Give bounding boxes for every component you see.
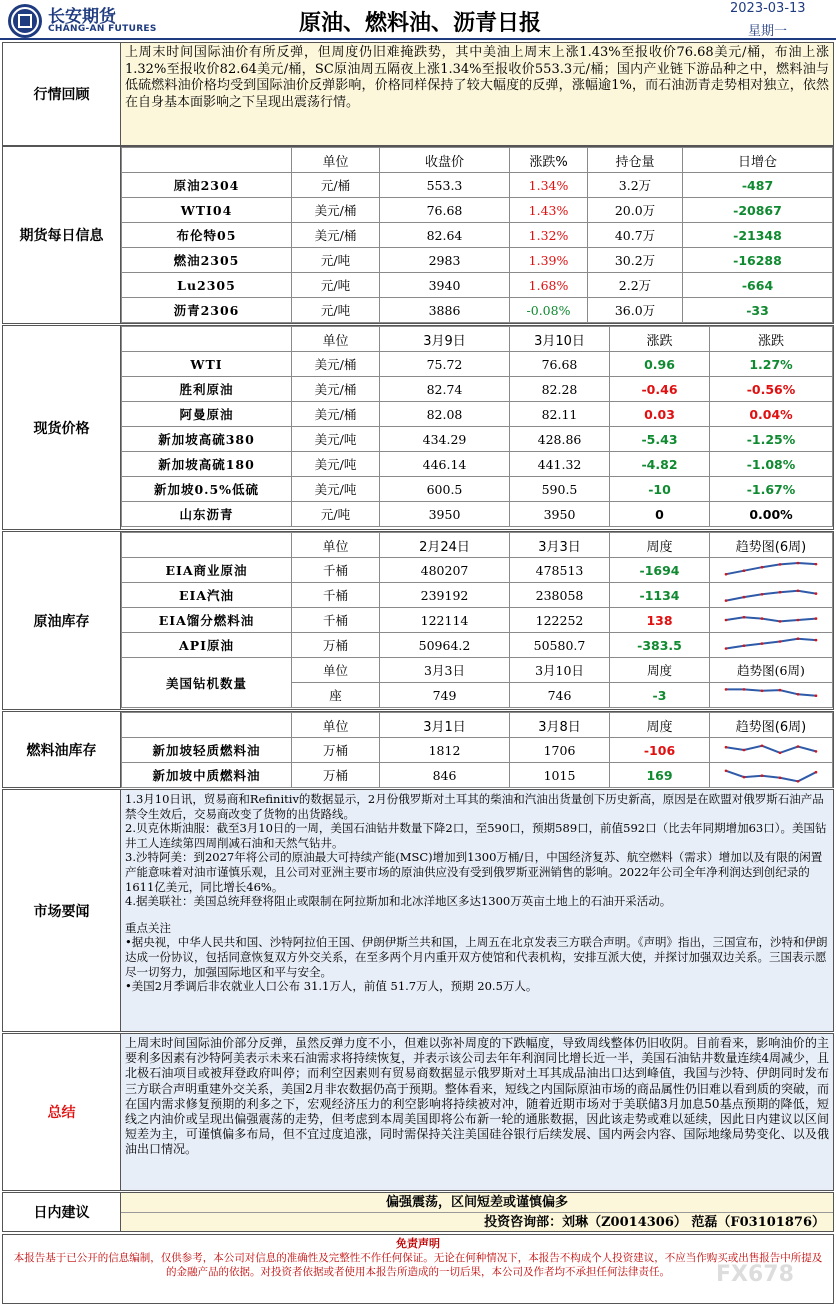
value-cell: 1706 bbox=[510, 738, 610, 763]
price-cell: 76.68 bbox=[510, 352, 610, 377]
logo-english-name: CHANG-AN FUTURES bbox=[48, 24, 157, 34]
sparkline-point bbox=[815, 592, 818, 595]
value-cell: 746 bbox=[510, 683, 610, 708]
unit-cell: 元/吨 bbox=[292, 273, 380, 298]
change-pct-cell: -1.25% bbox=[710, 427, 833, 452]
change-pct-cell: 1.27% bbox=[710, 352, 833, 377]
table-header bbox=[122, 327, 292, 352]
table-header bbox=[122, 148, 292, 173]
analyst-credit: 投资咨询部：刘琳（Z0014306） 范磊（F03101876） bbox=[484, 1215, 825, 1230]
sparkline-point bbox=[779, 777, 782, 780]
table-header: 趋势图(6周) bbox=[710, 658, 833, 683]
oi-delta-cell: -487 bbox=[683, 173, 833, 198]
weekly-change-cell: -1694 bbox=[610, 558, 710, 583]
open-interest-cell: 30.2万 bbox=[588, 248, 683, 273]
intraday-advice-section bbox=[2, 1192, 834, 1232]
table-header: 3月3日 bbox=[510, 533, 610, 558]
inventory-name: EIA汽油 bbox=[122, 583, 292, 608]
table-row bbox=[122, 608, 833, 633]
futures-label: 期货每日信息 bbox=[3, 147, 121, 323]
sparkline-point bbox=[761, 690, 764, 693]
value-cell: 846 bbox=[380, 763, 510, 788]
oi-delta-cell: -664 bbox=[683, 273, 833, 298]
fuel-header-row bbox=[122, 713, 833, 738]
unit-cell: 万桶 bbox=[292, 763, 380, 788]
open-interest-cell: 3.2万 bbox=[588, 173, 683, 198]
spot-name: 胜利原油 bbox=[122, 377, 292, 402]
table-row bbox=[122, 477, 833, 502]
contract-name: Lu2305 bbox=[122, 273, 292, 298]
trend-sparkline bbox=[710, 683, 833, 708]
market-news-section bbox=[2, 789, 834, 1032]
table-header: 2月24日 bbox=[380, 533, 510, 558]
contract-name: 燃油2305 bbox=[122, 248, 292, 273]
change-cell: 1.68% bbox=[510, 273, 588, 298]
value-cell: 122252 bbox=[510, 608, 610, 633]
sparkline-point bbox=[761, 642, 764, 645]
sparkline-point bbox=[743, 596, 746, 599]
contract-name: 布伦特05 bbox=[122, 223, 292, 248]
unit-cell: 美元/桶 bbox=[292, 198, 380, 223]
change-pct-cell: -1.08% bbox=[710, 452, 833, 477]
change-pct-cell: 0.00% bbox=[710, 502, 833, 527]
table-header: 涨跌% bbox=[510, 148, 588, 173]
fuel-inventory-section bbox=[2, 711, 834, 788]
table-header: 周度 bbox=[610, 713, 710, 738]
sparkline-point bbox=[725, 746, 728, 749]
market-news-label: 市场要闻 bbox=[3, 790, 121, 1031]
sparkline-chart bbox=[723, 740, 819, 760]
price-cell: 428.86 bbox=[510, 427, 610, 452]
change-cell: 1.32% bbox=[510, 223, 588, 248]
table-row bbox=[122, 173, 833, 198]
sparkline-point bbox=[761, 774, 764, 777]
value-cell: 238058 bbox=[510, 583, 610, 608]
sparkline-point bbox=[797, 637, 800, 640]
value-cell: 50580.7 bbox=[510, 633, 610, 658]
sparkline-point bbox=[743, 569, 746, 572]
table-header: 周度 bbox=[610, 533, 710, 558]
crude-inventory-section bbox=[2, 531, 834, 710]
unit-cell: 美元/桶 bbox=[292, 352, 380, 377]
market-review-section bbox=[2, 42, 834, 146]
trend-sparkline bbox=[710, 558, 833, 583]
spot-name: 阿曼原油 bbox=[122, 402, 292, 427]
price-cell: 82.08 bbox=[380, 402, 510, 427]
sparkline-line bbox=[726, 746, 816, 753]
unit-cell: 千桶 bbox=[292, 608, 380, 633]
unit-cell: 元/吨 bbox=[292, 248, 380, 273]
intraday-advice-label: 日内建议 bbox=[3, 1193, 121, 1231]
table-header: 趋势图(6周) bbox=[710, 533, 833, 558]
sparkline-point bbox=[725, 770, 728, 773]
price-cell: 3950 bbox=[380, 502, 510, 527]
unit-cell: 元/桶 bbox=[292, 173, 380, 198]
unit-cell: 万桶 bbox=[292, 738, 380, 763]
spot-name: 新加坡高硫180 bbox=[122, 452, 292, 477]
table-row bbox=[122, 763, 833, 788]
value-cell: 1015 bbox=[510, 763, 610, 788]
table-row bbox=[122, 352, 833, 377]
table-row bbox=[122, 633, 833, 658]
open-interest-cell: 36.0万 bbox=[588, 298, 683, 323]
sparkline-chart bbox=[723, 685, 819, 705]
spot-header-row bbox=[122, 327, 833, 352]
table-header: 单位 bbox=[292, 148, 380, 173]
focus-item: •据央视，中华人民共和国、沙特阿拉伯王国、伊朗伊斯兰共和国，上周五在北京发表三方联合声明。《声明》指出，三国宣布，沙特和伊朗达成一份协议，包括同意恢复双方外交关系，在至多两个月内重开双方使馆和代表机构，安排互派大使，并探讨加强双边关系。三国表示愿尽一切努力，加强国际地区和平与安全。 bbox=[125, 935, 828, 979]
value-cell: 478513 bbox=[510, 558, 610, 583]
table-header: 趋势图(6周) bbox=[710, 713, 833, 738]
value-cell: 50964.2 bbox=[380, 633, 510, 658]
spot-price-label: 现货价格 bbox=[3, 326, 121, 529]
price-cell: 600.5 bbox=[380, 477, 510, 502]
unit-cell: 元/吨 bbox=[292, 502, 380, 527]
change-pct-cell: 0.04% bbox=[710, 402, 833, 427]
table-header: 单位 bbox=[292, 658, 380, 683]
summary-text: 上周末时间国际油价部分反弹，虽然反弹力度不小，但难以弥补周度的下跌幅度，导致周线整体仍旧收阴。目前看来，影响油价的主要利多因素有沙特阿美表示未来石油需求将持续恢复，并表示该公司去年年利润同比增长近一半，美国石油钻井数量连续4周减少，且北极石油项目或被拜登政府叫停；而利空因素则有贸易商数据显示俄罗斯对土耳其成品油出口达到峰值，我国与沙特、伊朗同时发布三方联合声明重建外交关系，美国2月非农数据仍高于预期。整体看来，短线之内国际原油市场的商品属性仍旧难以看到质的突破，而在国内需求修复预期的利多之下，宏观经济压力的利空影响将持续被对冲，随着近期市场对于美联储3月加息50基点预期的降低，短线之内油价或呈现出偏强震荡的走势，但考虑到本周美国即将公布新一轮的通胀数据，因此该走势或难以延续，因此日内建议以区间短差为主，可谨慎偏多布局，但不宜过度追涨，同时需保持关注美国硅谷银行后续发展、国内两会内容、国际地缘局势变化、以及俄油出口情况。 bbox=[125, 1036, 829, 1157]
watermark: FX678 bbox=[716, 1262, 794, 1287]
sparkline-line bbox=[726, 563, 816, 574]
sparkline-point bbox=[797, 745, 800, 748]
inventory-name: 新加坡轻质燃料油 bbox=[122, 738, 292, 763]
inventory-name: EIA商业原油 bbox=[122, 558, 292, 583]
close-cell: 3886 bbox=[380, 298, 510, 323]
sparkline-line bbox=[726, 591, 816, 601]
table-header bbox=[122, 713, 292, 738]
table-header: 3月10日 bbox=[510, 327, 610, 352]
sparkline-point bbox=[743, 749, 746, 752]
change-cell: 0.96 bbox=[610, 352, 710, 377]
sparkline-line bbox=[726, 639, 816, 649]
unit-cell: 美元/桶 bbox=[292, 377, 380, 402]
weekly-change-cell: -3 bbox=[610, 683, 710, 708]
market-review-label: 行情回顾 bbox=[3, 43, 121, 145]
sparkline-point bbox=[815, 563, 818, 566]
sparkline-point bbox=[815, 750, 818, 753]
table-row bbox=[122, 583, 833, 608]
change-cell: -0.08% bbox=[510, 298, 588, 323]
change-cell: 1.39% bbox=[510, 248, 588, 273]
trend-sparkline bbox=[710, 763, 833, 788]
value-cell: 122114 bbox=[380, 608, 510, 633]
table-header: 3月10日 bbox=[510, 658, 610, 683]
sparkline-chart bbox=[723, 610, 819, 630]
value-cell: 1812 bbox=[380, 738, 510, 763]
rig-header-row bbox=[122, 658, 833, 683]
table-row bbox=[122, 298, 833, 323]
logo-chinese-name: 长安期货 bbox=[48, 7, 116, 27]
price-cell: 3950 bbox=[510, 502, 610, 527]
futures-header-row bbox=[122, 148, 833, 173]
weekly-change-cell: 138 bbox=[610, 608, 710, 633]
price-cell: 441.32 bbox=[510, 452, 610, 477]
table-row bbox=[122, 198, 833, 223]
oi-delta-cell: -16288 bbox=[683, 248, 833, 273]
sparkline-point bbox=[761, 617, 764, 620]
sparkline-point bbox=[725, 619, 728, 622]
weekly-change-cell: 169 bbox=[610, 763, 710, 788]
summary-label: 总结 bbox=[3, 1034, 121, 1190]
sparkline-point bbox=[725, 647, 728, 650]
table-header: 3月9日 bbox=[380, 327, 510, 352]
weekly-change-cell: -106 bbox=[610, 738, 710, 763]
sparkline-point bbox=[779, 591, 782, 594]
price-cell: 82.11 bbox=[510, 402, 610, 427]
sparkline-point bbox=[815, 617, 818, 620]
table-header: 涨跌 bbox=[610, 327, 710, 352]
focus-title: 重点关注 bbox=[125, 920, 171, 935]
sparkline-point bbox=[725, 599, 728, 602]
close-cell: 82.64 bbox=[380, 223, 510, 248]
table-row bbox=[122, 427, 833, 452]
trend-sparkline bbox=[710, 583, 833, 608]
focus-item: •美国2月季调后非农就业人口公布 31.1万人，前值 51.7万人，预期 20.5万人。 bbox=[125, 979, 538, 994]
sparkline-point bbox=[725, 573, 728, 576]
unit-cell: 美元/桶 bbox=[292, 402, 380, 427]
change-cell: 1.34% bbox=[510, 173, 588, 198]
crude-inventory-label: 原油库存 bbox=[3, 532, 121, 709]
close-cell: 76.68 bbox=[380, 198, 510, 223]
sparkline-point bbox=[815, 639, 818, 642]
sparkline-chart bbox=[723, 560, 819, 580]
sparkline-point bbox=[797, 619, 800, 622]
unit-cell: 美元/吨 bbox=[292, 427, 380, 452]
unit-cell: 千桶 bbox=[292, 583, 380, 608]
sparkline-point bbox=[815, 694, 818, 697]
table-header: 单位 bbox=[292, 533, 380, 558]
close-cell: 2983 bbox=[380, 248, 510, 273]
table-row bbox=[122, 402, 833, 427]
sparkline-point bbox=[797, 780, 800, 783]
table-row bbox=[122, 273, 833, 298]
table-header: 单位 bbox=[292, 327, 380, 352]
news-item: 2.贝克休斯油服：截至3月10日的一周，美国石油钻井数量下降2口，至590口，预期589口，前值592口（比去年同期增加63口）。美国钻井工人连续第四周削减石油和天然气钻井。 bbox=[125, 821, 827, 850]
price-cell: 590.5 bbox=[510, 477, 610, 502]
inventory-name: API原油 bbox=[122, 633, 292, 658]
advice-text: 偏强震荡，区间短差或谨慎偏多 bbox=[121, 1193, 833, 1213]
sparkline-point bbox=[761, 593, 764, 596]
table-header: 3月1日 bbox=[380, 713, 510, 738]
change-cell: 0.03 bbox=[610, 402, 710, 427]
table-header: 收盘价 bbox=[380, 148, 510, 173]
report-date: 2023-03-13 bbox=[730, 1, 806, 16]
company-logo-icon bbox=[8, 4, 42, 38]
fuel-inventory-label: 燃料油库存 bbox=[3, 712, 121, 787]
weekly-change-cell: -383.5 bbox=[610, 633, 710, 658]
price-cell: 82.28 bbox=[510, 377, 610, 402]
weekly-change-cell: -1134 bbox=[610, 583, 710, 608]
sparkline-chart bbox=[723, 585, 819, 605]
unit-cell: 千桶 bbox=[292, 558, 380, 583]
sparkline-point bbox=[761, 745, 764, 748]
inventory-name: 新加坡中质燃料油 bbox=[122, 763, 292, 788]
report-header bbox=[0, 0, 836, 40]
unit-cell: 元/吨 bbox=[292, 298, 380, 323]
sparkline-point bbox=[779, 689, 782, 692]
value-cell: 239192 bbox=[380, 583, 510, 608]
sparkline-point bbox=[779, 563, 782, 566]
table-row bbox=[122, 377, 833, 402]
sparkline-point bbox=[743, 688, 746, 691]
unit-cell: 座 bbox=[292, 683, 380, 708]
unit-cell: 美元/桶 bbox=[292, 223, 380, 248]
news-item: 4.据美联社：美国总统拜登将阻止或限制在阿拉斯加和北冰洋地区多达1300万英亩土地上的石油开采活动。 bbox=[125, 894, 672, 909]
oi-delta-cell: -21348 bbox=[683, 223, 833, 248]
price-cell: 75.72 bbox=[380, 352, 510, 377]
oi-delta-cell: -33 bbox=[683, 298, 833, 323]
sparkline-line bbox=[726, 689, 816, 695]
contract-name: 沥青2306 bbox=[122, 298, 292, 323]
change-cell: -5.43 bbox=[610, 427, 710, 452]
report-weekday: 星期一 bbox=[748, 24, 788, 39]
open-interest-cell: 2.2万 bbox=[588, 273, 683, 298]
price-cell: 446.14 bbox=[380, 452, 510, 477]
sparkline-line bbox=[726, 771, 816, 782]
fuel-inventory-table bbox=[121, 712, 833, 788]
table-row bbox=[122, 558, 833, 583]
price-cell: 434.29 bbox=[380, 427, 510, 452]
change-pct-cell: -1.67% bbox=[710, 477, 833, 502]
summary-section bbox=[2, 1033, 834, 1191]
rig-count-name: 美国钻机数量 bbox=[122, 658, 292, 708]
sparkline-point bbox=[779, 620, 782, 623]
disclaimer-section bbox=[2, 1234, 834, 1304]
trend-sparkline bbox=[710, 738, 833, 763]
value-cell: 749 bbox=[380, 683, 510, 708]
unit-cell: 美元/吨 bbox=[292, 452, 380, 477]
sparkline-point bbox=[725, 688, 728, 691]
table-header: 3月3日 bbox=[380, 658, 510, 683]
open-interest-cell: 40.7万 bbox=[588, 223, 683, 248]
table-row bbox=[122, 248, 833, 273]
trend-sparkline bbox=[710, 633, 833, 658]
table-header: 涨跌 bbox=[710, 327, 833, 352]
spot-price-table bbox=[121, 326, 833, 527]
spot-price-section bbox=[2, 325, 834, 530]
open-interest-cell: 20.0万 bbox=[588, 198, 683, 223]
sparkline-point bbox=[743, 644, 746, 647]
disclaimer-text: 本报告基于已公开的信息编制，仅供参考，本公司对信息的准确性及完整性不作任何保证。无论在何种情况下，本报告不构成个人投资建议，不应当作购买或出售报告中所提及的金融产品的依据。对投资者依据或者使用本报告所造成的一切后果，本公司及作者均不承担任何法律责任。 bbox=[13, 1252, 823, 1278]
crude-header-row bbox=[122, 533, 833, 558]
news-item: 1.3月10日讯，贸易商和Refinitiv的数据显示，2月份俄罗斯对土耳其的柴油和汽油出货量创下历史新高，原因是在欧盟对俄罗斯石油产品禁令生效后，交易商改变了货物的出货路线。 bbox=[125, 792, 824, 821]
contract-name: 原油2304 bbox=[122, 173, 292, 198]
value-cell: 480207 bbox=[380, 558, 510, 583]
table-row bbox=[122, 502, 833, 527]
change-pct-cell: -0.56% bbox=[710, 377, 833, 402]
sparkline-chart bbox=[723, 765, 819, 785]
table-header: 3月8日 bbox=[510, 713, 610, 738]
close-cell: 553.3 bbox=[380, 173, 510, 198]
sparkline-point bbox=[797, 562, 800, 565]
disclaimer-title: 免责声明 bbox=[396, 1237, 440, 1250]
sparkline-point bbox=[779, 640, 782, 643]
spot-name: WTI bbox=[122, 352, 292, 377]
change-cell: -4.82 bbox=[610, 452, 710, 477]
oi-delta-cell: -20867 bbox=[683, 198, 833, 223]
sparkline-point bbox=[743, 616, 746, 619]
sparkline-point bbox=[779, 752, 782, 755]
change-cell: -0.46 bbox=[610, 377, 710, 402]
table-row bbox=[122, 223, 833, 248]
price-cell: 82.74 bbox=[380, 377, 510, 402]
sparkline-line bbox=[726, 617, 816, 621]
change-cell: -10 bbox=[610, 477, 710, 502]
close-cell: 3940 bbox=[380, 273, 510, 298]
sparkline-point bbox=[743, 776, 746, 779]
unit-cell: 美元/吨 bbox=[292, 477, 380, 502]
unit-cell: 万桶 bbox=[292, 633, 380, 658]
change-cell: 1.43% bbox=[510, 198, 588, 223]
table-header: 日增仓 bbox=[683, 148, 833, 173]
table-row bbox=[122, 452, 833, 477]
sparkline-point bbox=[797, 693, 800, 696]
report-title: 原油、燃料油、沥青日报 bbox=[298, 11, 541, 36]
sparkline-point bbox=[761, 566, 764, 569]
inventory-name: EIA馏分燃料油 bbox=[122, 608, 292, 633]
crude-inventory-table bbox=[121, 532, 833, 708]
spot-name: 新加坡高硫380 bbox=[122, 427, 292, 452]
table-header: 持仓量 bbox=[588, 148, 683, 173]
futures-table bbox=[121, 147, 833, 323]
spot-name: 山东沥青 bbox=[122, 502, 292, 527]
spot-name: 新加坡0.5%低硫 bbox=[122, 477, 292, 502]
table-header bbox=[122, 533, 292, 558]
table-header: 周度 bbox=[610, 658, 710, 683]
sparkline-chart bbox=[723, 635, 819, 655]
news-item: 3.沙特阿美：到2027年将公司的原油最大可持续产能(MSC)增加到1300万桶/日，中国经济复苏、航空燃料（需求）增加以及有限的闲置产能意味着对油市谨慎乐观，且公司对亚洲主要市场的原油供应没有受到俄罗斯亚洲销售的影响。2022年公司全年净利润达到创纪录的1611亿美元，同比增长46%。 bbox=[125, 850, 823, 894]
table-header: 单位 bbox=[292, 713, 380, 738]
sparkline-point bbox=[797, 590, 800, 593]
table-row bbox=[122, 738, 833, 763]
market-review-text: 上周末时间国际油价有所反弹，但周度仍旧难掩跌势，其中美油上周末上涨1.43%至报收价76.68美元/桶，布油上涨1.32%至报收价82.64美元/桶，SC原油周五隔夜上涨1.34%至报收价553.3元/桶；国内产业链下游品种之中，燃料油与低硫燃料油价格均受到国际油价反弹影响，价格同样保持了较大幅度的反弹，涨幅逾1%，而石油沥青走势相对独立，依然在自身基本面影响之下呈现出震荡行情。 bbox=[125, 45, 829, 110]
change-cell: 0 bbox=[610, 502, 710, 527]
sparkline-point bbox=[815, 771, 818, 774]
contract-name: WTI04 bbox=[122, 198, 292, 223]
trend-sparkline bbox=[710, 608, 833, 633]
futures-section bbox=[2, 146, 834, 324]
